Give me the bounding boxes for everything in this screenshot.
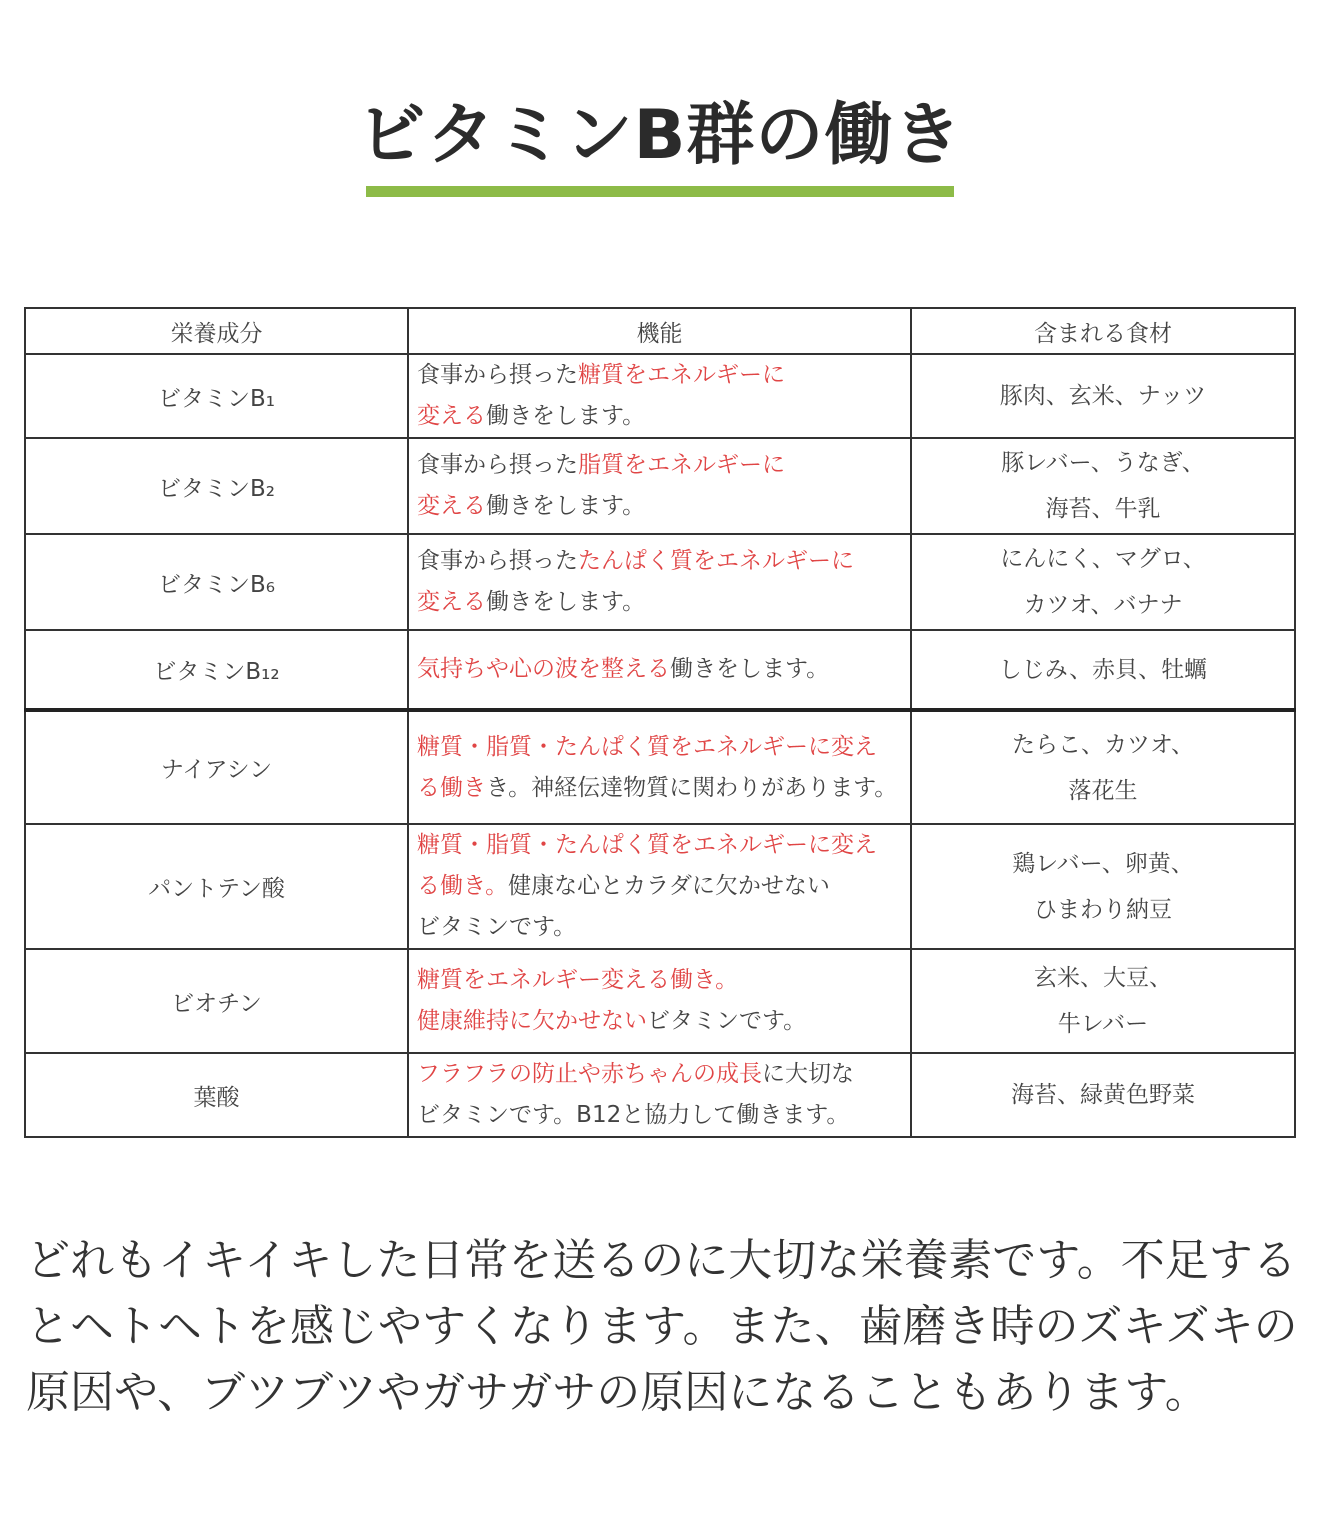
- header-nutrient: 栄養成分: [25, 308, 408, 354]
- nutrient-function: [408, 534, 911, 630]
- food-line: カツオ、バナナ: [1023, 592, 1183, 618]
- nutrient-function: [408, 1053, 911, 1137]
- highlighted-text: たんぱく質をエネルギーに: [578, 548, 854, 574]
- highlighted-text: 健康維持に欠かせない: [417, 1008, 647, 1034]
- function-text: に大切な: [762, 1061, 854, 1087]
- food-line: 海苔、牛乳: [1045, 496, 1161, 522]
- food-list: [911, 824, 1295, 949]
- food-line: 落花生: [1068, 777, 1138, 804]
- food-line: 牛レバー: [1057, 1011, 1149, 1037]
- food-list: [911, 354, 1295, 438]
- page-title: ビタミンB群の働き: [357, 96, 963, 175]
- highlighted-text: 糖質・脂質・たんぱく質をエネルギーに変え: [417, 733, 877, 760]
- table-row: [25, 1053, 1295, 1137]
- food-list: [911, 630, 1295, 710]
- highlighted-text: 変える: [417, 589, 486, 615]
- highlighted-text: る働き。: [417, 873, 509, 899]
- nutrient-function: [408, 710, 911, 824]
- function-text: 健康な心とカラダに欠かせない: [508, 873, 830, 899]
- nutrient-function: [408, 949, 911, 1053]
- highlighted-text: 変える: [417, 493, 486, 519]
- food-list: [911, 534, 1295, 630]
- function-text: き。神経伝達物質に関わりがあります。: [486, 774, 898, 801]
- nutrient-function: [408, 630, 911, 710]
- table-row: [25, 630, 1295, 710]
- function-text: 働きをします。: [486, 589, 646, 615]
- food-list: [911, 438, 1295, 534]
- table-row: [25, 438, 1295, 534]
- title-underline: [366, 186, 954, 197]
- table-row: [25, 354, 1295, 438]
- highlighted-text: 糖質・脂質・たんぱく質をエネルギーに変え: [417, 832, 877, 858]
- food-line: 玄米、大豆、: [1034, 965, 1172, 991]
- highlighted-text: 糖質をエネルギー変える働き。: [417, 967, 739, 993]
- food-list: [911, 1053, 1295, 1137]
- nutrient-name: ビタミンB₁: [25, 354, 408, 438]
- food-list: [911, 949, 1295, 1053]
- nutrient-name: ビオチン: [25, 949, 408, 1053]
- highlighted-text: 変える: [417, 403, 486, 429]
- food-list: [911, 710, 1295, 824]
- highlighted-text: る働き: [417, 774, 486, 801]
- function-text: 働きをします。: [670, 656, 830, 682]
- food-line: しじみ、赤貝、牡蠣: [998, 656, 1208, 683]
- nutrient-function: [408, 354, 911, 438]
- function-text: 食事から摂った: [417, 362, 578, 388]
- table-row: [25, 824, 1295, 949]
- nutrient-name: パントテン酸: [25, 824, 408, 949]
- nutrient-name: ナイアシン: [25, 710, 408, 824]
- nutrient-name: ビタミンB₁₂: [25, 630, 408, 710]
- table-header-row: [25, 308, 1295, 354]
- header-foods: 含まれる食材: [911, 308, 1295, 354]
- function-text: 食事から摂った: [417, 452, 578, 478]
- summary-paragraph: どれもイキイキした日常を送るのに大切な栄養素です。不足するとヘトヘトを感じやすくなります。また、歯磨き時のズキズキの原因や、ブツブツやガサガサの原因になることもあります。: [26, 1235, 1298, 1418]
- nutrient-name: ビタミンB₆: [25, 534, 408, 630]
- table-row: [25, 534, 1295, 630]
- function-text: 働きをします。: [486, 493, 646, 519]
- function-text: 食事から摂った: [417, 548, 578, 574]
- function-text: ビタミンです。B12と協力して働きます。: [417, 1102, 850, 1128]
- highlighted-text: 気持ちや心の波を整える: [417, 656, 670, 682]
- food-line: たらこ、カツオ、: [1012, 731, 1194, 758]
- highlighted-text: 脂質をエネルギーに: [578, 452, 785, 478]
- table-row: [25, 949, 1295, 1053]
- highlighted-text: フラフラの防止や赤ちゃんの成長: [417, 1061, 762, 1087]
- function-text: ビタミンです。: [417, 914, 577, 940]
- vitamin-b-table: [24, 307, 1296, 1138]
- nutrient-name: ビタミンB₂: [25, 438, 408, 534]
- nutrient-function: [408, 438, 911, 534]
- nutrient-name: 葉酸: [25, 1053, 408, 1137]
- food-line: 鶏レバー、卵黄、: [1012, 850, 1194, 877]
- table-row: [25, 710, 1295, 824]
- food-line: ひまわり納豆: [1034, 896, 1172, 923]
- nutrient-function: [408, 824, 911, 949]
- function-text: ビタミンです。: [647, 1008, 807, 1034]
- food-line: 豚レバー、うなぎ、: [1001, 450, 1205, 476]
- highlighted-text: 糖質をエネルギーに: [578, 362, 785, 388]
- header-function: 機能: [408, 308, 911, 354]
- food-line: 豚肉、玄米、ナッツ: [999, 383, 1207, 409]
- food-line: にんにく、マグロ、: [1000, 546, 1206, 572]
- function-text: 働きをします。: [486, 403, 646, 429]
- food-line: 海苔、緑黄色野菜: [1011, 1082, 1195, 1108]
